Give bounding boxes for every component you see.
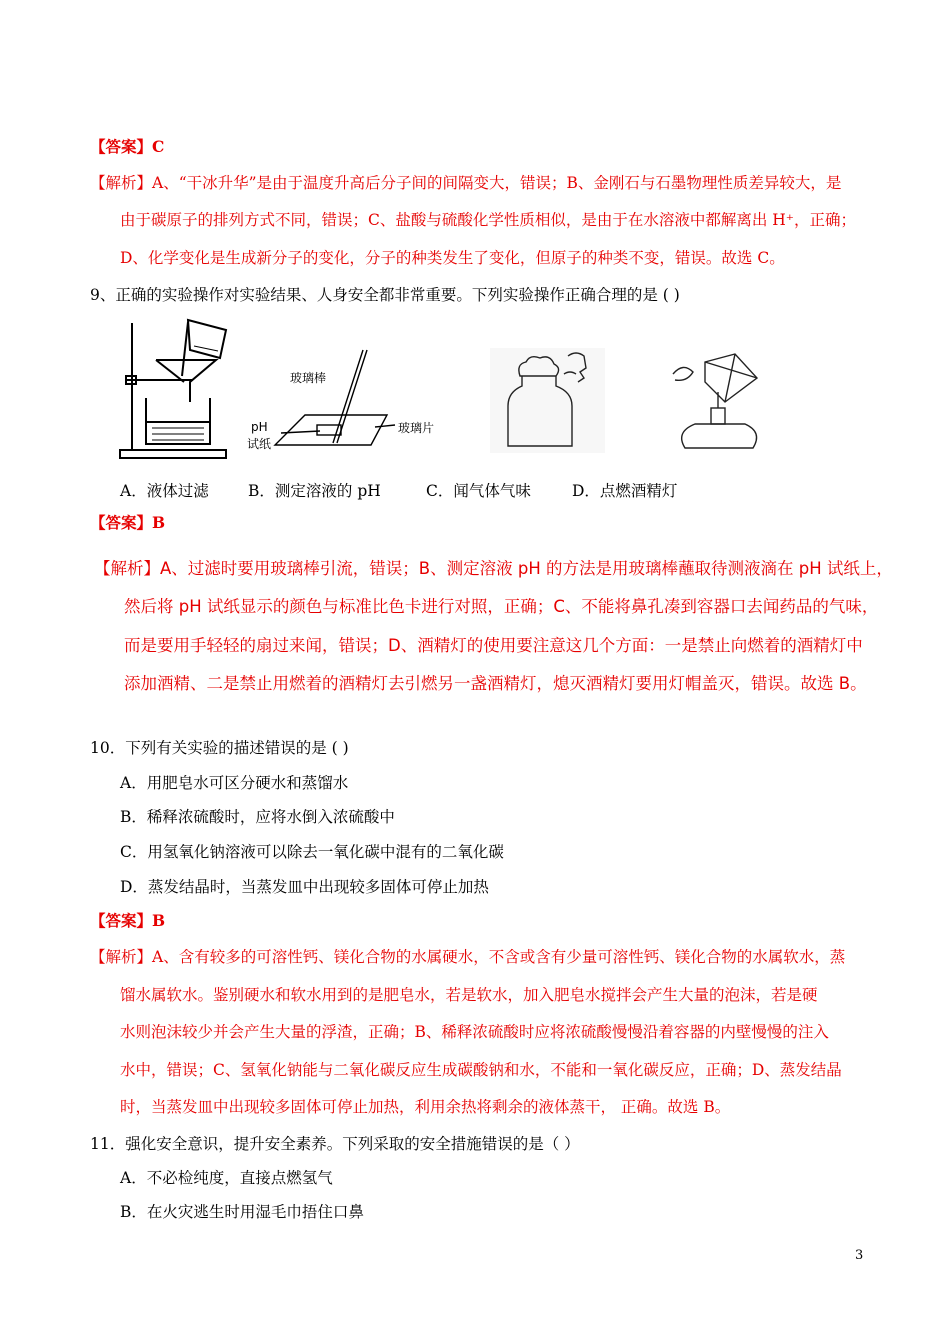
q9-answer: 【答案】B <box>90 513 166 532</box>
q9-analysis-line-2: 然后将 pH 试纸显示的颜色与标准比色卡进行对照，正确；C、不能将鼻孔凑到容器口去闻药品的气味， <box>124 597 879 616</box>
q9-stem: 9、正确的实验操作对实验结果、人身安全都非常重要。下列实验操作正确合理的是 ( ) <box>90 286 680 304</box>
filtration-apparatus-figure <box>118 318 248 463</box>
q9-option-b: B．测定溶液的 pH <box>248 482 381 500</box>
ph-test-figure <box>245 345 475 460</box>
q10-option-c: C．用氢氧化钠溶液可以除去一氧化碳中混有的二氧化碳 <box>120 843 504 861</box>
q8-analysis-line-1: 【解析】A、“干冰升华”是由于温度升高后分子间的间隔变大，错误；B、金刚石与石墨物理性质差异较大，是 <box>90 174 842 192</box>
q9-analysis-line-1: 【解析】A、过滤时要用玻璃棒引流，错误；B、测定溶液 pH 的方法是用玻璃棒蘸取待测液滴在 pH 试纸上， <box>94 559 893 578</box>
q8-analysis-line-3: D、化学变化是生成新分子的变化，分子的种类发生了变化，但原子的种类不变，错误。故选 C。 <box>120 249 785 267</box>
q10-analysis-line-1: 【解析】A、含有较多的可溶性钙、镁化合物的水属硬水，不含或含有少量可溶性钙、镁化合物的水属软水，蒸 <box>90 948 846 966</box>
q9-option-a: A．液体过滤 <box>120 482 209 500</box>
q10-option-a: A．用肥皂水可区分硬水和蒸馏水 <box>120 774 349 792</box>
test-paper-label: 试纸 <box>247 437 272 451</box>
q9-analysis-line-3: 而是要用手轻轻的扇过来闻，错误；D、酒精灯的使用要注意这几个方面：一是禁止向燃着的酒精灯中 <box>124 636 863 655</box>
q10-analysis-line-4: 水中，错误；C、氢氧化钠能与二氧化碳反应生成碳酸钠和水，不能和一氧化碳反应，正确；D、蒸发结晶 <box>120 1061 842 1079</box>
q8-analysis-line-2: 由于碳原子的排列方式不同，错误；C、盐酸与硫酸化学性质相似，是由于在水溶液中都解离出 H⁺，正确； <box>120 211 856 229</box>
glass-rod-label: 玻璃棒 <box>290 371 327 385</box>
q10-answer: 【答案】B <box>90 911 166 930</box>
q10-analysis-line-5: 时，当蒸发皿中出现较多固体可停止加热，利用余热将剩余的液体蒸干， 正确。故选 B。 <box>120 1098 731 1116</box>
q10-option-d: D．蒸发结晶时，当蒸发皿中出现较多固体可停止加热 <box>120 878 489 896</box>
page-number: 3 <box>855 1248 864 1263</box>
q8-answer: 【答案】C <box>90 137 165 156</box>
alcohol-lamp-figure <box>665 352 775 457</box>
smell-gas-figure <box>490 348 605 453</box>
q9-analysis-line-4: 添加酒精、二是禁止用燃着的酒精灯去引燃另一盏酒精灯，熄灭酒精灯要用灯帽盖灭，错误。故选 B。 <box>124 674 867 693</box>
q11-stem: 11．强化安全意识，提升安全素养。下列采取的安全措施错误的是（ ） <box>90 1135 580 1153</box>
q10-stem: 10．下列有关实验的描述错误的是 ( ) <box>90 739 349 757</box>
ph-label: pH <box>251 420 268 434</box>
q11-option-a: A．不必检纯度，直接点燃氢气 <box>120 1169 333 1187</box>
q10-analysis-line-3: 水则泡沫较少并会产生大量的浮渣，正确；B、稀释浓硫酸时应将浓硫酸慢慢沿着容器的内壁慢慢的注入 <box>120 1023 829 1041</box>
q9-option-c: C．闻气体气味 <box>426 482 531 500</box>
q9-option-d: D．点燃酒精灯 <box>572 482 678 500</box>
q11-option-b: B．在火灾逃生时用湿毛巾捂住口鼻 <box>120 1203 364 1221</box>
q10-analysis-line-2: 馏水属软水。鉴别硬水和软水用到的是肥皂水，若是软水，加入肥皂水搅拌会产生大量的泡沫，若是硬 <box>120 986 818 1004</box>
glass-slide-label: 玻璃片 <box>398 421 435 435</box>
q10-option-b: B．稀释浓硫酸时，应将水倒入浓硫酸中 <box>120 808 395 826</box>
